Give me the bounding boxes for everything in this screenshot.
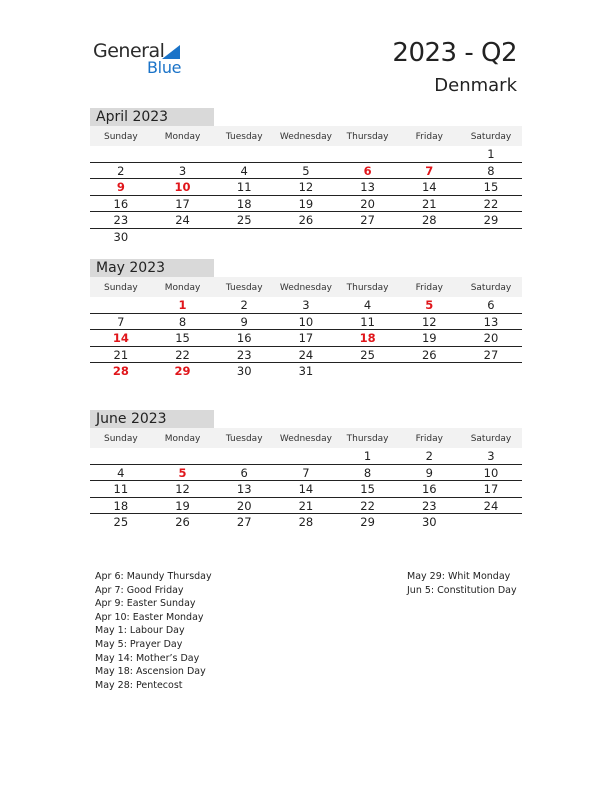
date-cell: 12 <box>175 482 190 496</box>
date-cell <box>398 363 460 380</box>
logo <box>93 40 193 80</box>
date-cell: 13 <box>236 482 252 496</box>
date-cell: 25 <box>113 515 129 529</box>
logo-word-blue: Blue <box>147 58 182 77</box>
weekday-header-row <box>90 277 522 297</box>
date-cell <box>90 297 152 313</box>
date-cell <box>90 146 152 162</box>
date-cell: 1 <box>487 147 495 161</box>
week-row <box>90 229 522 246</box>
date-cell: 19 <box>298 196 314 211</box>
date-cell: 9 <box>425 465 433 480</box>
date-cell: 21 <box>113 347 129 362</box>
holiday-date-cell: 7 <box>425 163 434 178</box>
date-cell: 2 <box>240 298 248 312</box>
holiday-note: May 18: Ascension Day <box>95 666 206 678</box>
date-cell: 16 <box>421 482 437 496</box>
holiday-note: May 1: Labour Day <box>95 625 185 637</box>
date-cell: 7 <box>302 465 310 480</box>
date-cell: 13 <box>483 314 499 329</box>
weekday-header: Wednesday <box>279 132 332 142</box>
date-cell: 14 <box>421 180 437 194</box>
month-grid <box>90 428 522 531</box>
date-cell: 8 <box>487 163 495 178</box>
date-cell: 20 <box>360 196 375 211</box>
week-row <box>90 363 522 380</box>
date-cell: 11 <box>236 180 252 194</box>
date-cell: 16 <box>236 331 252 345</box>
week-row <box>90 465 522 482</box>
month-grid <box>90 277 522 380</box>
date-cell: 15 <box>483 180 499 194</box>
weekday-header: Saturday <box>470 434 512 444</box>
month-block <box>90 108 522 245</box>
date-cell: 22 <box>360 498 375 513</box>
date-cell: 31 <box>298 364 314 378</box>
date-cell: 12 <box>298 180 314 194</box>
holiday-note: Apr 7: Good Friday <box>95 584 184 596</box>
date-cell: 22 <box>483 196 499 211</box>
date-cell <box>152 229 214 246</box>
weekday-header: Wednesday <box>279 434 332 444</box>
holiday-date-cell: 1 <box>178 298 187 312</box>
date-cell: 26 <box>175 515 190 529</box>
date-cell: 19 <box>175 498 190 513</box>
holiday-note: Apr 10: Easter Monday <box>95 611 204 623</box>
date-cell <box>90 448 152 464</box>
date-cell <box>275 448 337 464</box>
holiday-note: May 28: Pentecost <box>95 679 183 691</box>
date-cell: 27 <box>483 347 499 362</box>
weekday-header: Saturday <box>470 283 512 293</box>
date-cell: 10 <box>483 465 499 480</box>
date-cell <box>398 229 460 246</box>
date-cell: 22 <box>175 347 190 362</box>
holiday-note: Apr 6: Maundy Thursday <box>95 571 212 582</box>
weekday-header-row <box>90 126 522 146</box>
logo-triangle-icon <box>162 45 180 59</box>
date-cell: 5 <box>302 163 310 178</box>
date-cell: 23 <box>421 498 437 513</box>
date-cell <box>460 514 522 531</box>
date-cell: 24 <box>175 213 190 227</box>
date-cell: 1 <box>363 449 372 463</box>
date-cell: 30 <box>113 229 129 244</box>
date-cell: 21 <box>421 196 437 211</box>
week-row <box>90 347 522 364</box>
date-cell: 20 <box>236 498 252 513</box>
weekday-header: Wednesday <box>279 283 332 293</box>
date-cell: 28 <box>421 213 437 227</box>
date-cell: 29 <box>360 515 375 529</box>
date-cell: 2 <box>425 449 433 463</box>
date-cell: 6 <box>487 298 495 312</box>
weekday-header: Sunday <box>104 434 138 444</box>
date-cell: 24 <box>483 498 499 513</box>
holiday-date-cell: 28 <box>112 364 129 378</box>
date-cell <box>460 363 522 380</box>
week-row <box>90 448 522 465</box>
date-cell: 8 <box>363 465 372 480</box>
date-cell: 28 <box>298 515 314 529</box>
weekday-header: Monday <box>164 132 201 142</box>
date-cell: 12 <box>421 314 437 329</box>
date-cell <box>152 448 214 464</box>
weekday-header: Sunday <box>104 283 138 293</box>
month-label: May 2023 <box>90 259 214 277</box>
date-cell: 11 <box>360 314 375 329</box>
month-label: June 2023 <box>90 410 214 428</box>
date-cell <box>398 146 460 162</box>
date-cell <box>460 229 522 246</box>
date-cell: 4 <box>240 163 248 178</box>
date-cell: 6 <box>240 465 248 480</box>
holiday-list-left <box>95 570 212 692</box>
weekday-header: Friday <box>415 132 443 142</box>
weekday-header: Saturday <box>470 132 512 142</box>
date-cell: 26 <box>421 347 437 362</box>
date-cell: 25 <box>360 347 375 362</box>
date-cell: 4 <box>117 465 125 480</box>
date-cell: 23 <box>236 347 252 362</box>
holiday-date-cell: 9 <box>116 180 125 194</box>
date-cell: 3 <box>302 298 310 312</box>
date-cell: 15 <box>360 482 375 496</box>
holiday-date-cell: 5 <box>178 465 187 480</box>
date-cell: 2 <box>117 163 125 178</box>
date-cell: 18 <box>113 498 129 513</box>
holiday-list-right <box>407 570 517 597</box>
holiday-note: Jun 5: Constitution Day <box>407 584 517 596</box>
date-cell: 27 <box>236 515 252 529</box>
date-cell: 30 <box>421 515 437 529</box>
date-cell: 17 <box>175 196 190 211</box>
date-cell <box>275 229 337 246</box>
weekday-header: Thursday <box>346 434 389 444</box>
date-cell: 27 <box>360 213 375 227</box>
weekday-header: Thursday <box>346 283 389 293</box>
date-cell <box>213 448 275 464</box>
week-row <box>90 330 522 347</box>
date-cell: 16 <box>113 196 129 211</box>
weekday-header: Tuesday <box>225 283 263 293</box>
holiday-date-cell: 14 <box>112 331 129 345</box>
holiday-date-cell: 18 <box>359 331 376 345</box>
date-cell: 3 <box>487 449 495 463</box>
holiday-date-cell: 6 <box>363 163 372 178</box>
date-cell: 18 <box>236 196 252 211</box>
week-row <box>90 146 522 163</box>
date-cell: 13 <box>360 180 375 194</box>
week-row <box>90 514 522 531</box>
week-row <box>90 212 522 229</box>
date-cell: 3 <box>178 163 187 178</box>
date-cell: 21 <box>298 498 314 513</box>
date-cell: 26 <box>298 213 314 227</box>
date-cell <box>337 363 399 380</box>
holiday-note: May 14: Mother’s Day <box>95 652 200 664</box>
date-cell: 9 <box>240 314 248 329</box>
weekday-header: Monday <box>164 283 201 293</box>
week-row <box>90 297 522 314</box>
weekday-header: Friday <box>415 283 443 293</box>
weekday-header-row <box>90 428 522 448</box>
country-label: Denmark <box>434 75 517 96</box>
date-cell: 25 <box>236 213 252 227</box>
week-row <box>90 314 522 331</box>
date-cell: 10 <box>298 314 314 329</box>
week-row <box>90 481 522 498</box>
date-cell <box>213 146 275 162</box>
month-block <box>90 259 522 380</box>
holiday-date-cell: 5 <box>425 298 434 312</box>
month-label: April 2023 <box>90 108 214 126</box>
date-cell: 14 <box>298 482 314 496</box>
date-cell: 30 <box>236 364 252 378</box>
date-cell: 11 <box>113 482 129 496</box>
holiday-date-cell: 10 <box>174 180 191 194</box>
week-row <box>90 179 522 196</box>
weekday-header: Tuesday <box>225 434 263 444</box>
date-cell: 17 <box>298 331 314 345</box>
weekday-header: Sunday <box>104 132 138 142</box>
date-cell <box>337 229 399 246</box>
date-cell <box>275 146 337 162</box>
month-block <box>90 410 522 531</box>
holiday-note: Apr 9: Easter Sunday <box>95 598 196 610</box>
holiday-date-cell: 29 <box>174 364 191 378</box>
date-cell <box>152 146 214 162</box>
date-cell: 20 <box>483 331 499 345</box>
date-cell <box>213 229 275 246</box>
date-cell: 23 <box>113 213 129 227</box>
date-cell: 7 <box>117 314 125 329</box>
date-cell: 17 <box>483 482 499 496</box>
date-cell: 8 <box>178 314 187 329</box>
date-cell: 24 <box>298 347 314 362</box>
date-cell: 4 <box>363 298 372 312</box>
logo-word-general: General <box>93 40 165 62</box>
date-cell: 29 <box>483 213 499 227</box>
page-title: 2023 - Q2 <box>392 38 517 68</box>
weekday-header: Monday <box>164 434 201 444</box>
date-cell: 15 <box>175 331 190 345</box>
week-row <box>90 196 522 213</box>
holiday-note: May 29: Whit Monday <box>407 571 511 582</box>
weekday-header: Thursday <box>346 132 389 142</box>
week-row <box>90 498 522 515</box>
date-cell <box>337 146 399 162</box>
weekday-header: Friday <box>415 434 443 444</box>
weekday-header: Tuesday <box>225 132 263 142</box>
month-grid <box>90 126 522 245</box>
date-cell: 19 <box>421 331 437 345</box>
week-row <box>90 163 522 180</box>
holiday-note: May 5: Prayer Day <box>95 638 183 650</box>
